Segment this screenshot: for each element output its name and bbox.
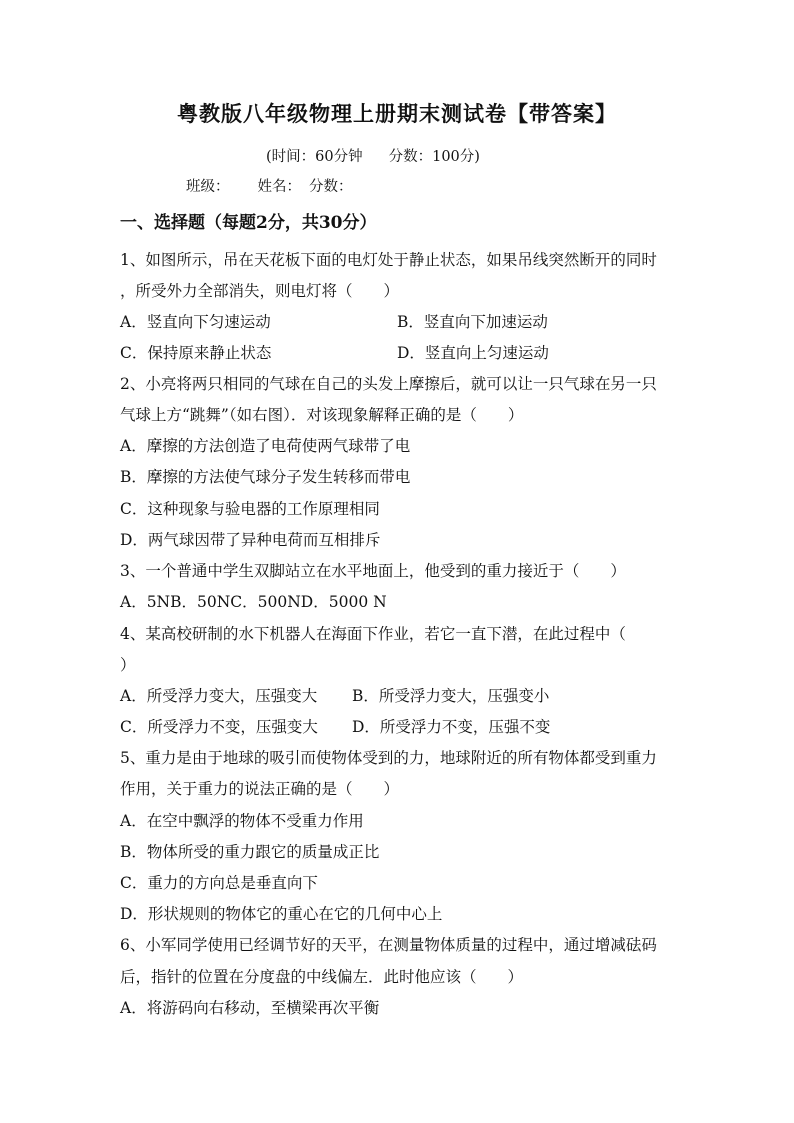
- question-1-option-c: C．保持原来静止状态: [120, 344, 272, 362]
- question-6-option-a: A．将游码向右移动，至横梁再次平衡: [120, 999, 380, 1017]
- question-2-option-c: C．这种现象与验电器的工作原理相同: [120, 500, 380, 518]
- question-5-option-d: D．形状规则的物体它的重心在它的几何中心上: [120, 905, 443, 923]
- question-4-text: 4、某高校研制的水下机器人在海面下作业，若它一直下潜，在此过程中（: [120, 625, 626, 643]
- question-4-option-b: B．所受浮力变大，压强变小: [352, 687, 550, 705]
- question-5-text-cont: 作用，关于重力的说法正确的是（ ）: [120, 780, 400, 798]
- question-1-option-d: D．竖直向上匀速运动: [397, 344, 549, 362]
- page-title: 粤教版八年级物理上册期末测试卷【带答案】: [177, 101, 617, 126]
- exam-info: [266, 145, 506, 166]
- question-2-option-b: B．摩擦的方法使气球分子发生转移而带电: [120, 468, 411, 486]
- exam-score: 分数：100分): [388, 149, 480, 165]
- question-2-option-a: A．摩擦的方法创造了电荷使两气球带了电: [120, 437, 411, 455]
- question-1-option-b: B．竖直向下加速运动: [397, 313, 548, 331]
- question-4-option-a: A．所受浮力变大，压强变大: [120, 687, 318, 705]
- section-heading-choice: 一、选择题（每题2分，共30分）: [120, 213, 377, 233]
- question-3-options: A．5NB．50NC．500ND．5000 N: [120, 593, 387, 611]
- question-5-option-a: A．在空中飘浮的物体不受重力作用: [120, 812, 364, 830]
- question-4-text-cont: ）: [120, 656, 136, 674]
- question-6-text: 6、小军同学使用已经调节好的天平，在测量物体质量的过程中，通过增减砝码: [120, 936, 657, 954]
- question-5-text: 5、重力是由于地球的吸引而使物体受到的力，地球附近的所有物体都受到重力: [120, 749, 657, 767]
- question-5-option-b: B．物体所受的重力跟它的质量成正比: [120, 843, 380, 861]
- exam-time: (时间：60分钟: [266, 149, 363, 165]
- question-1-option-a: A．竖直向下匀速运动: [120, 313, 271, 331]
- name-label: 姓名：: [257, 179, 301, 195]
- question-2-text: 2、小亮将两只相同的气球在自己的头发上摩擦后，就可以让一只气球在另一只: [120, 375, 657, 393]
- question-2-text-cont: 气球上方“跳舞”（如右图）．对该现象解释正确的是（ ）: [120, 406, 524, 424]
- score-label: 分数：: [309, 179, 353, 195]
- question-1-text: 1、如图所示，吊在天花板下面的电灯处于静止状态，如果吊线突然断开的同时: [120, 251, 657, 269]
- question-4-option-c: C．所受浮力不变，压强变大: [120, 718, 318, 736]
- question-2-option-d: D．两气球因带了异种电荷而互相排斥: [120, 531, 381, 549]
- student-info-line: [186, 175, 353, 196]
- question-3-text: 3、一个普通中学生双脚站立在水平地面上，他受到的重力接近于（ ）: [120, 562, 626, 580]
- question-6-text-cont: 后，指针的位置在分度盘的中线偏左．此时他应该（ ）: [120, 968, 524, 986]
- question-4-option-d: D．所受浮力不变，压强不变: [352, 718, 551, 736]
- question-5-option-c: C．重力的方向总是垂直向下: [120, 874, 318, 892]
- question-1-text-cont: ，所受外力全部消失，则电灯将（ ）: [120, 282, 400, 300]
- class-label: 班级：: [186, 179, 230, 195]
